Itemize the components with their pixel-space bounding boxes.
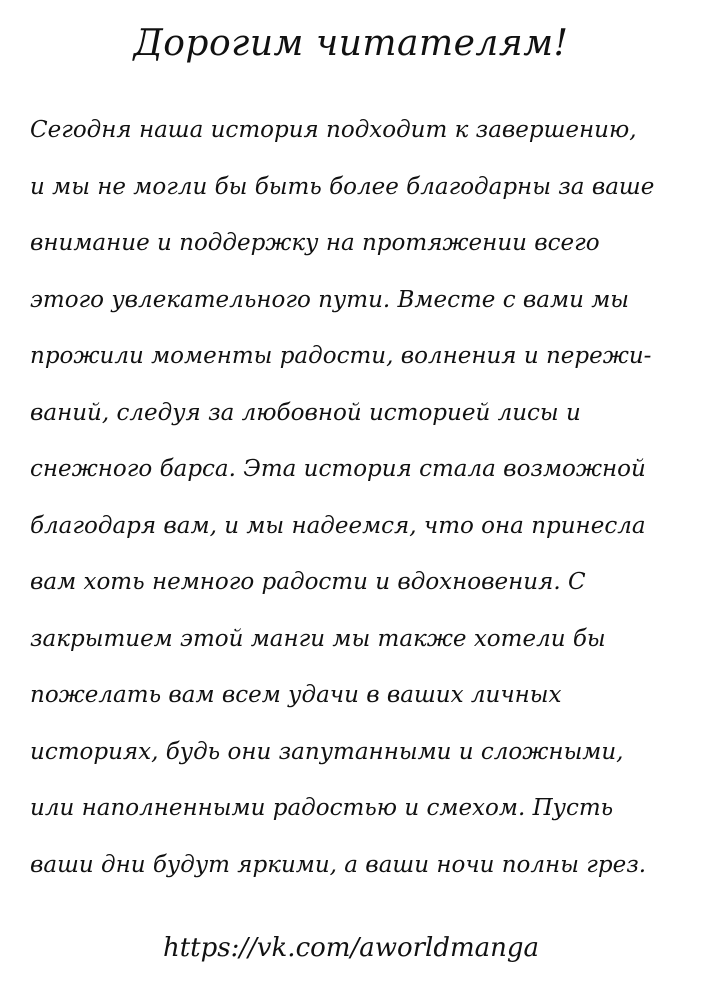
body-line: или наполненными радостью и смехом. Пусть <box>30 795 614 821</box>
body-line: благодаря вам, и мы надеемся, что она принесла <box>30 512 646 539</box>
body-line: закрытием этой манги мы также хотели бы <box>30 625 606 652</box>
body-line: внимание и поддержку на протяжении всего <box>30 230 600 256</box>
letter-body <box>30 102 690 893</box>
body-line: прожили моменты радости, волнения и пережи- <box>30 343 652 369</box>
body-line: ваний, следуя за любовной историей лисы и <box>30 399 581 426</box>
body-line: снежного барса. Эта история стала возможной <box>30 456 646 482</box>
body-line: и мы не могли бы быть более благодарны за ваше <box>30 173 655 200</box>
body-line: историях, будь они запутанными и сложными, <box>30 738 624 765</box>
body-line: этого увлекательного пути. Вместе с вами мы <box>30 286 629 313</box>
body-line: Сегодня наша история подходит к завершению, <box>30 117 637 143</box>
body-line: вам хоть немного радости и вдохновения. С <box>30 569 586 595</box>
source-url: https://vk.com/aworldmanga <box>162 933 540 963</box>
body-line: ваши дни будут яркими, а ваши ночи полны грез. <box>30 851 647 878</box>
body-line: пожелать вам всем удачи в ваших личных <box>30 682 562 708</box>
letter-title: Дорогим читателям! <box>133 23 569 64</box>
